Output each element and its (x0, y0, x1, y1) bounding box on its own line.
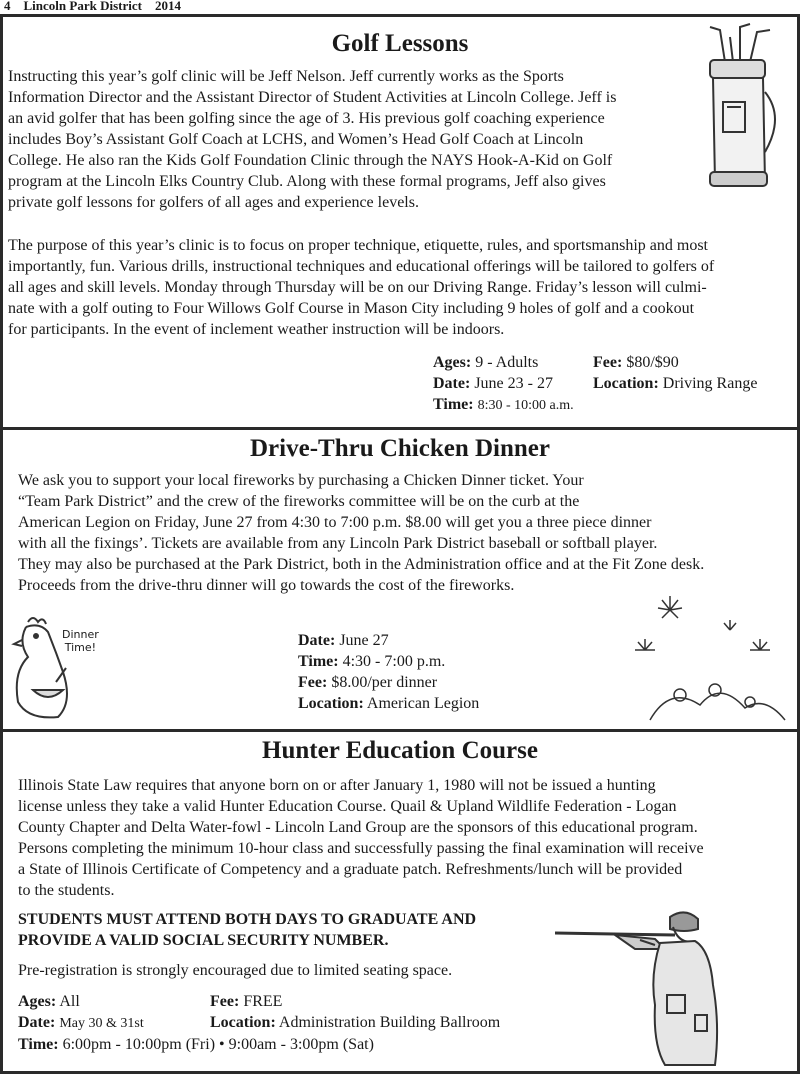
label: Date: (433, 375, 471, 392)
hunter-info (18, 991, 500, 1055)
location: Administration Building Ballroom (278, 1014, 501, 1031)
golf-title: Golf Lessons (331, 30, 469, 57)
label: Ages: (18, 993, 57, 1010)
label: Location: (210, 1014, 276, 1031)
text-line: private golf lessons for golfers of all ages and experience levels. (8, 194, 419, 211)
text-line: importantly, fun. Various drills, instructional techniques and educational offerings will be tailored to golfers of (8, 258, 715, 275)
fee: FREE (243, 993, 283, 1010)
chicken-paragraph (18, 470, 704, 596)
text-line: STUDENTS MUST ATTEND BOTH DAYS TO GRADUATE AND (18, 911, 477, 928)
text-line: Proceeds from the drive-thru dinner will go towards the cost of the fireworks. (18, 577, 515, 594)
bubble-text: Time! (64, 641, 97, 654)
text-line: Instructing this year’s golf clinic will be Jeff Nelson. Jeff currently works as the Sports (8, 68, 564, 85)
hunter-paragraph (18, 775, 704, 901)
text-line: license unless they take a valid Hunter Education Course. Quail & Upland Wildlife Federation - Logan (18, 798, 677, 815)
text-line: nate with a golf outing to Four Willows Golf Course in Mason City including 9 holes of golf and a cookout (8, 300, 695, 317)
page-header (4, 0, 181, 14)
location: American Legion (366, 695, 480, 712)
label: Fee: (210, 993, 240, 1010)
text-line: for participants. In the event of inclement weather instruction will be indoors. (8, 321, 505, 338)
golf-paragraph-1 (8, 66, 616, 213)
date: June 23 - 27 (474, 375, 553, 392)
ages: All (59, 993, 80, 1010)
golf-bag-illustration (695, 22, 790, 192)
page-number: 4 (4, 0, 11, 13)
text-line: an avid golfer that has been golfing since the age of 3. His previous golf coaching experience (8, 110, 605, 127)
ages: 9 - Adults (475, 354, 539, 371)
label: Location: (298, 695, 364, 712)
fee: $80/$90 (626, 354, 679, 371)
speech-bubble (62, 628, 99, 654)
year: 2014 (154, 0, 181, 13)
hunter-illustration (555, 905, 725, 1067)
label: Date: (18, 1014, 56, 1031)
text-line: PROVIDE A VALID SOCIAL SECURITY NUMBER. (18, 932, 389, 949)
label: Fee: (298, 674, 328, 691)
text-line: a State of Illinois Certificate of Competency and a graduate patch. Refreshments/lunch will be provided (18, 861, 683, 878)
time: 8:30 - 10:00 a.m. (477, 398, 574, 413)
golf-paragraph-2 (8, 235, 714, 340)
date: June 27 (339, 632, 389, 649)
hunter-notice (18, 909, 476, 951)
date: May 30 & 31st (59, 1016, 144, 1031)
text-line: includes Boy’s Assistant Golf Coach at LCHS, and Women’s Head Golf Coach at Lincoln (8, 131, 584, 148)
location: Driving Range (662, 375, 758, 392)
text-line: Illinois State Law requires that anyone born on or after January 1, 1980 will not be issued a hunting (18, 777, 656, 794)
text-line: County Chapter and Delta Water-fowl - Lincoln Land Group are the sponsors of this educational program. (18, 819, 698, 836)
label: Time: (298, 653, 339, 670)
section-divider (0, 427, 800, 430)
time: 4:30 - 7:00 p.m. (342, 653, 446, 670)
text-line: to the students. (18, 882, 115, 899)
text-line: College. He also ran the Kids Golf Foundation Clinic through the NAYS Hook-A-Kid on Golf (8, 152, 613, 169)
publication-name: Lincoln Park District (23, 0, 142, 13)
fireworks-illustration (620, 590, 792, 725)
text-line: with all the fixings’. Tickets are available from any Lincoln Park District baseball or softball player. (18, 535, 658, 552)
label: Ages: (433, 354, 472, 371)
chicken-title: Drive-Thru Chicken Dinner (250, 435, 550, 462)
text-line: Persons completing the minimum 10-hour class and successfully passing the final examination will receive (18, 840, 704, 857)
text-line: “Team Park District” and the crew of the fireworks committee will be on the curb at the (18, 493, 580, 510)
golf-info (433, 352, 757, 416)
section-divider (0, 729, 800, 732)
label: Date: (298, 632, 336, 649)
label: Location: (593, 375, 659, 392)
text-line: We ask you to support your local fireworks by purchasing a Chicken Dinner ticket. Your (18, 472, 584, 489)
text-line: American Legion on Friday, June 27 from 4:30 to 7:00 p.m. $8.00 will get you a three piece dinner (18, 514, 652, 531)
hunter-prereg: Pre-registration is strongly encouraged due to limited seating space. (18, 962, 453, 979)
hunter-title: Hunter Education Course (262, 737, 538, 764)
text-line: They may also be purchased at the Park District, both in the Administration office and at the Fit Zone desk. (18, 556, 705, 573)
label: Fee: (593, 354, 623, 371)
label: Time: (433, 396, 474, 413)
fee: $8.00/per dinner (331, 674, 438, 691)
text-line: The purpose of this year’s clinic is to focus on proper technique, etiquette, rules, and sportsmanship and most (8, 237, 708, 254)
label: Time: (18, 1036, 59, 1053)
text-line: program at the Lincoln Elks Country Club. Along with these formal programs, Jeff also gives (8, 173, 606, 190)
text-line: all ages and skill levels. Monday through Thursday will be on our Driving Range. Friday’s lesson will culmi- (8, 279, 707, 296)
chicken-info (298, 630, 479, 714)
bubble-text: Dinner (62, 628, 99, 641)
time: 6:00pm - 10:00pm (Fri) • 9:00am - 3:00pm (Sat) (62, 1036, 374, 1053)
text-line: Information Director and the Assistant Director of Student Activities at Lincoln College. Jeff is (8, 89, 617, 106)
